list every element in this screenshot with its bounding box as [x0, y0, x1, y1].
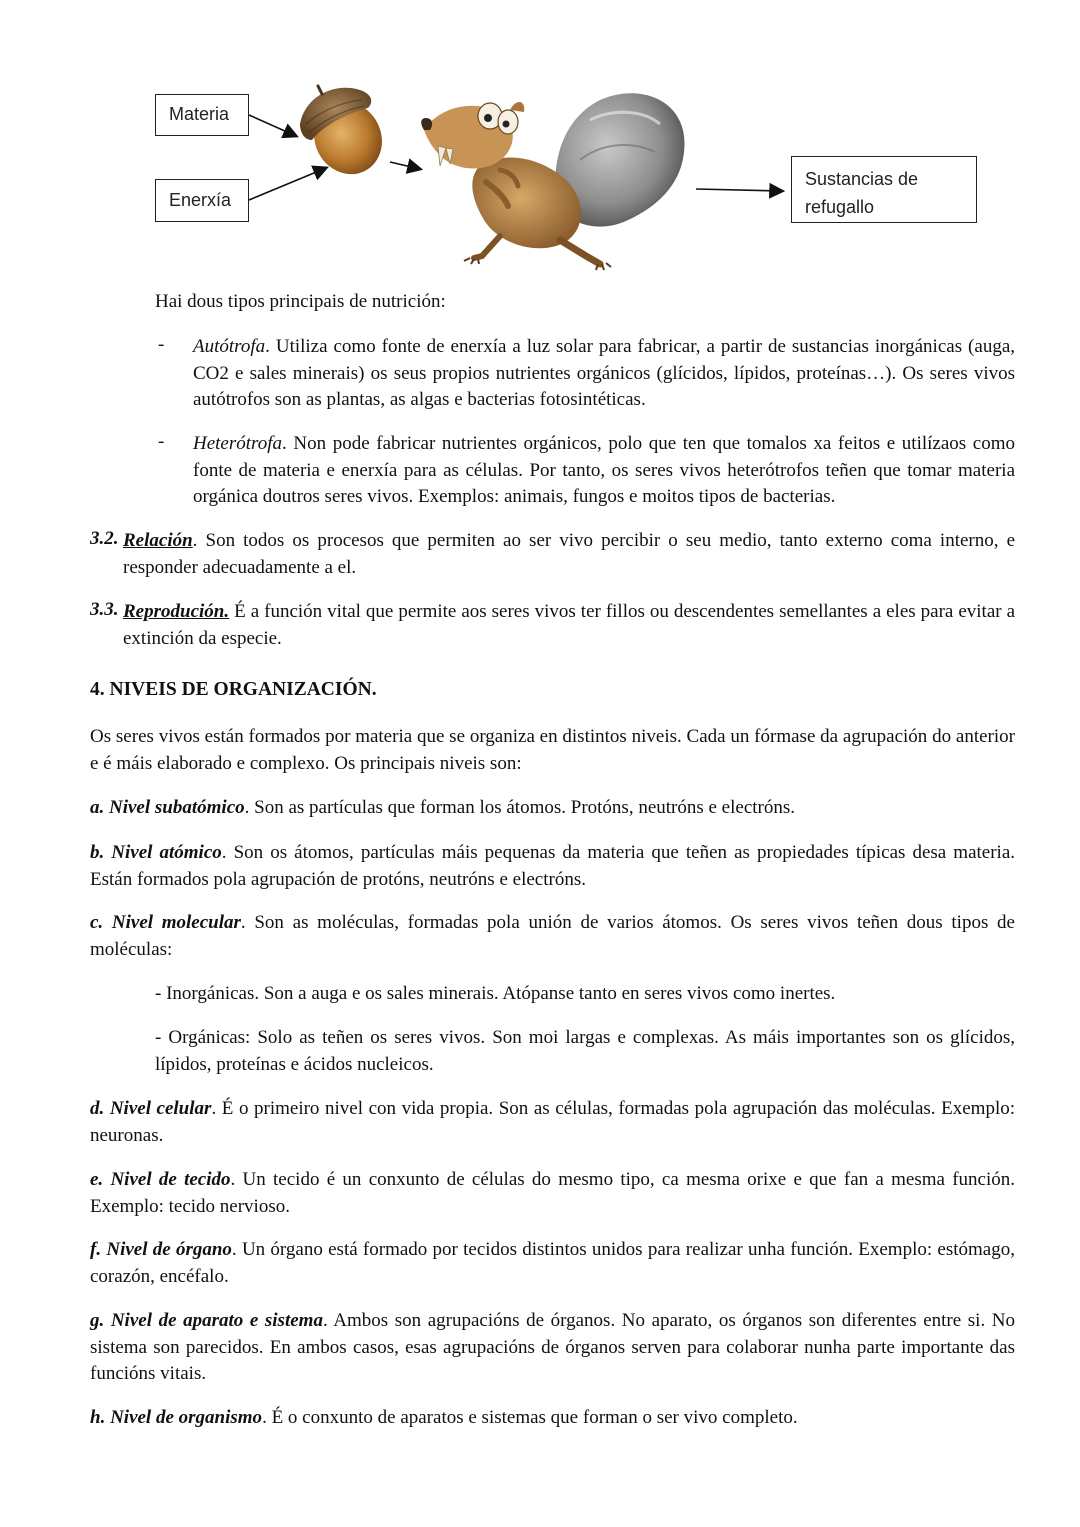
text-relacion: . Son todos os procesos que permiten ao ser vivo percibir o seu medio, tanto externo coma interno, e responder adecuadamente a el. — [123, 530, 1015, 578]
bullet-dash: - — [158, 431, 165, 452]
level-label: c. Nivel molecular — [90, 912, 241, 933]
function-relacion — [123, 528, 1015, 581]
diagram-graphics — [0, 60, 1080, 290]
level-label: a. Nivel subatómico — [90, 797, 245, 818]
term-autotrofa: Autótrofa — [193, 336, 266, 357]
term-reprodución: Reprodución. — [123, 601, 230, 622]
waste-label-line1: Sustancias de — [805, 169, 919, 189]
nutrition-diagram — [0, 60, 1080, 290]
level-text: . Un órgano está formado por tecidos distintos unidos para realizar unha función. Exemplo: estómago, corazón, encéfalo. — [90, 1239, 1015, 1287]
level-text: . Un tecido é un conxunto de células do mesmo tipo, ca mesma orixe e que fan a mesma función. Exemplo: tecido nervioso. — [90, 1169, 1016, 1217]
level-text: . Ambos son agrupacións de órganos. No aparato, os órganos son diferentes entre si. No sistema son parecidos. En ambos casos, esas agrupacións de órganos serven para colaborar nunha parte importante das funcións vitais. — [90, 1310, 1015, 1384]
level-label: d. Nivel celular — [90, 1098, 212, 1119]
level-label: f. Nivel de órgano — [90, 1239, 232, 1260]
text-heterotrofa: . Non pode fabricar nutrientes orgánicos, polo que ten que tomalos xa feitos e utilízaos como fonte de materia e enerxía para as células. Por tanto, os seres vivos heterótrofos teñen que tomar materia orgánica doutros seres vivos. Exemplos: animais, fungos e moitos tipos de bacterias. — [193, 433, 1015, 507]
text-reprodución: É a función vital que permite aos seres vivos ter fillos ou descendentes semellantes a eles para evitar a extinción da especie. — [123, 601, 1015, 649]
bullet-dash: - — [158, 334, 165, 355]
molecule-organic: - Orgánicas: Solo as teñen os seres vivos. Son moi largas e complexas. As máis importantes son os glícidos, lípidos, proteínas e ácidos nucleicos. — [155, 1027, 1015, 1075]
level-h — [90, 1405, 1015, 1432]
function-number: 3.3. — [90, 599, 119, 620]
text-autotrofa: . Utiliza como fonte de enerxía a luz solar para fabricar, a partir de sustancias inorgánicas (auga, CO2 e sales minerais) os seus propios nutrientes orgánicos (glícidos, lípidos, proteínas…). Os seres vivos autótrofos son as plantas, as algas e bacterias fotosintéticas. — [193, 336, 1015, 410]
level-e — [90, 1167, 1015, 1220]
level-c — [90, 910, 1015, 963]
level-text: . Son as moléculas, formadas pola unión de varios átomos. Os seres vivos teñen dous tipos de moléculas: — [90, 912, 1015, 960]
level-text: . Son os átomos, partículas máis pequenas da materia que teñen as propiedades típicas desa materia. Están formados pola agrupación de protóns, neutróns e electróns. — [90, 842, 1016, 890]
level-text: . É o conxunto de aparatos e sistemas que forman o ser vivo completo. — [262, 1407, 798, 1428]
level-text: . Son as partículas que forman los átomos. Protóns, neutróns e electróns. — [244, 797, 796, 818]
arrow-materia-to-acorn — [249, 115, 296, 136]
nutrition-heterotrofa — [193, 431, 1015, 511]
function-reprodución — [123, 599, 1015, 652]
level-text: . É o primeiro nivel con vida propia. Son as células, formadas pola agrupación das moléculas. Exemplo: neuronas. — [90, 1098, 1015, 1146]
squirrel-image — [421, 93, 684, 270]
level-label: g. Nivel de aparato e sistema — [90, 1310, 323, 1331]
section-title: 4. NIVEIS DE ORGANIZACIÓN. — [90, 679, 377, 700]
nutrition-intro: Hai dous tipos principais de nutrición: — [155, 291, 446, 312]
term-relacion: Relación — [123, 530, 193, 551]
term-heterotrofa: Heterótrofa — [193, 433, 283, 454]
level-a — [90, 795, 1015, 822]
arrow-acorn-to-squirrel — [390, 162, 420, 169]
section-intro: Os seres vivos están formados por materia que se organiza en distintos niveis. Cada un fórmase da agrupación do anterior e é máis elaborado e complexo. Os principais niveis son: — [90, 726, 1015, 774]
arrow-enerxia-to-acorn — [249, 168, 326, 200]
level-label: b. Nivel atómico — [90, 842, 222, 863]
level-d — [90, 1096, 1015, 1149]
nutrition-autotrofa — [193, 334, 1015, 414]
molecule-inorganic: - Inorgánicas. Son a auga e os sales minerais. Atópanse tanto en seres vivos como inertes. — [155, 983, 836, 1004]
acorn-image — [300, 86, 395, 186]
arrow-squirrel-to-waste — [696, 189, 782, 191]
waste-label-line2: refugallo — [805, 197, 875, 217]
level-g — [90, 1308, 1015, 1388]
enerxia-box: Enerxía — [155, 179, 249, 222]
level-f — [90, 1237, 1015, 1290]
level-label: e. Nivel de tecido — [90, 1169, 231, 1190]
materia-box: Materia — [155, 94, 249, 136]
function-number: 3.2. — [90, 528, 119, 549]
level-label: h. Nivel de organismo — [90, 1407, 263, 1428]
level-b — [90, 840, 1015, 893]
